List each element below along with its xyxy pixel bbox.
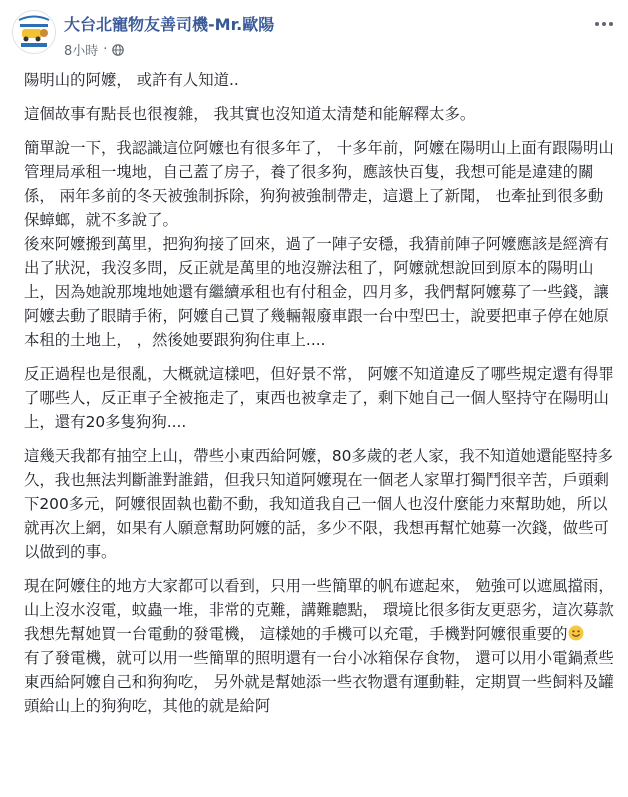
post-paragraph: 這個故事有點長也很複雜， 我其實也沒知道太清楚和能解釋太多。 xyxy=(24,105,476,123)
post-body xyxy=(0,62,628,718)
post-paragraph-text: 現在阿嬤住的地方大家都可以看到，只用一些簡單的帆布遮起來， 勉強可以遮風擋雨， 山上沒水沒電，蚊蟲一堆，非常的克難，講難聽點， 環境比很多街友更惡劣，這次募款我想先幫她買一台電動的發電機， 這樣她的手機可以充電，手機對阿嬤很重要的 xyxy=(24,577,614,643)
page-avatar[interactable] xyxy=(12,10,56,54)
post-options-button[interactable] xyxy=(592,14,616,34)
post-paragraph xyxy=(24,574,614,646)
globe-icon[interactable] xyxy=(112,44,124,56)
meta-separator: · xyxy=(103,42,108,57)
post-header xyxy=(0,0,628,62)
avatar-logo-icon xyxy=(13,11,55,53)
post-paragraph: 陽明山的阿嬤， 或許有人知道.. xyxy=(24,71,239,89)
post-paragraph: 反正過程也是很亂，大概就這樣吧，但好景不常， 阿嬤不知道違反了哪些規定還有得罪了哪些人，反正車子全被拖走了，東西也被拿走了，剩下她自己一個人堅持守在陽明山上，還有20多隻狗狗.... xyxy=(24,365,614,431)
post-paragraph: 後來阿嬤搬到萬里，把狗狗接了回來，過了一陣子安穩，我猜前陣子阿嬤應該是經濟有出了狀況，我沒多問，反正就是萬里的地沒辦法租了，阿嬤就想說回到原本的陽明山上，因為她說那塊地她還有繼續承租也有付租金，四月多，我們幫阿嬤募了一些錢，讓阿嬤去動了眼睛手術，阿嬤自己買了幾輛報廢車跟一台中型巴士，說要把車子停在她原本租的土地上， ，然後她要跟狗狗住車上.... xyxy=(24,235,609,349)
post-meta xyxy=(64,40,124,59)
post-paragraph: 有了發電機，就可以用一些簡單的照明還有一台小冰箱保存食物， 還可以用小電鍋煮些東西給阿嬤自己和狗狗吃， 另外就是幫她添一些衣物還有運動鞋，定期買一些飼料及罐頭給山上的狗狗吃，其他的就是給阿 xyxy=(24,649,614,715)
page-name-link[interactable]: 大台北寵物友善司機-Mr.歐陽 xyxy=(64,15,275,34)
smiley-emoji-icon xyxy=(568,624,584,640)
post-paragraph: 簡單說一下，我認識這位阿嬤也有很多年了， 十多年前，阿嬤在陽明山上面有跟陽明山管理局承租一塊地，自己蓋了房子，養了很多狗，應該快百隻，我想可能是違建的關係， 兩年多前的冬天被強制拆除，狗狗被強制帶走，這還上了新聞， 也牽扯到很多動保蟑螂，就不多說了。 xyxy=(24,139,614,229)
post-timestamp[interactable]: 8小時 xyxy=(64,44,99,59)
post-paragraph: 這幾天我都有抽空上山，帶些小東西給阿嬤，80多歲的老人家，我不知道她還能堅持多久，我也無法判斷誰對誰錯，但我只知道阿嬤現在一個老人家單打獨鬥很辛苦，戶頭剩下200多元，阿嬤很固執也勸不動，我知道我自己一個人也沒什麼能力來幫助她，所以就再次上網，如果有人願意幫助阿嬤的話，多少不限，我想再幫忙她募一次錢，做些可以做到的事。 xyxy=(24,447,614,561)
ellipsis-icon xyxy=(595,22,599,26)
